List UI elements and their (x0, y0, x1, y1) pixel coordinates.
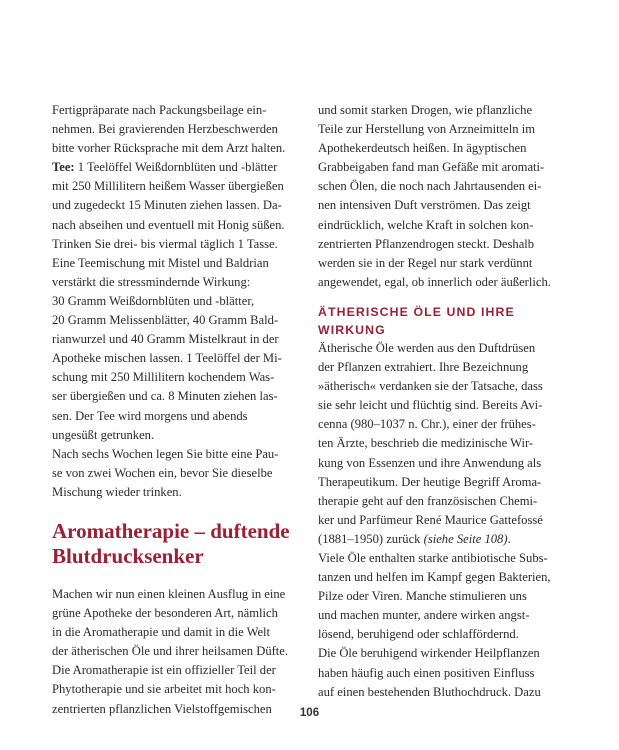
text-line: und zugedeckt 15 Minuten ziehen lassen. Da- (52, 198, 282, 213)
tee-line (52, 158, 290, 177)
heading-line: Aromatherapie – duftende (52, 518, 290, 543)
text-line: in die Aromatherapie und damit in die Welt (52, 625, 271, 640)
reference-line (318, 530, 558, 549)
text-line: angewendet, egal, ob innerlich oder äußerlich. (318, 274, 551, 289)
text-line: Grabbeigaben fand man Gefäße mit aromati- (318, 160, 545, 175)
text-line: eindrücklich, welche Kraft in solchen kon- (318, 217, 534, 232)
text-line: rianwurzel und 40 Gramm Mistelkraut in der (52, 332, 279, 347)
text-line: zentrierten pflanzlichen Vielstoffgemischen (52, 701, 272, 716)
text-line: lösend, beruhigend oder schlaffördernd. (318, 627, 519, 642)
text-line: werden sie in der Regel nur stark verdünnt (318, 255, 533, 270)
text-line: Die Aromatherapie ist ein offizieller Teil der (52, 663, 276, 678)
text-line: sie sehr leicht und flüchtig sind. Bereits Avi- (318, 398, 543, 413)
text-line: Fertigpräparate nach Packungsbeilage ein- (52, 103, 267, 117)
subheading-line: WIRKUNG (318, 322, 386, 337)
text-line: zentrierten Pflanzendrogen steckt. Deshalb (318, 236, 535, 251)
subheading-aetherische-oele (318, 303, 558, 339)
text-line: und somit starken Drogen, wie pflanzliche (318, 103, 533, 117)
right-paragraph-1 (318, 101, 558, 292)
text-line: kung von Essenzen und ihre Anwendung als (318, 455, 542, 470)
page-number: 106 (299, 707, 320, 719)
text-line: Teile zur Herstellung von Arzneimitteln im (318, 122, 536, 137)
text-line: ker und Parfümeur René Maurice Gattefossé (318, 512, 543, 527)
text-line: Apotheke mischen lassen. 1 Teelöffel der Mi- (52, 351, 282, 366)
text-line: Nach sechs Wochen legen Sie bitte eine Pau- (52, 446, 279, 461)
text-line: 20 Gramm Melissenblätter, 40 Gramm Bald- (52, 313, 279, 328)
text-line: Eine Teemischung mit Mistel und Baldrian (52, 255, 269, 270)
text-line: Therapeutikum. Der heutige Begriff Aroma- (318, 474, 542, 489)
text-line: mit 250 Millilitern heißem Wasser übergießen (52, 179, 284, 194)
text-line: »ätherisch« verdanken sie der Tatsache, dass (318, 379, 543, 394)
left-paragraph-3 (52, 585, 290, 719)
text-line: Machen wir nun einen kleinen Ausflug in eine (52, 586, 286, 601)
text-line: tanzen und helfen im Kampf gegen Bakterien, (318, 570, 551, 585)
text-line: der ätherischen Öle und ihrer heilsamen Düfte. (52, 644, 289, 659)
text-line: nach abseihen und eventuell mit Honig süßen. (52, 217, 285, 232)
left-column (52, 101, 290, 719)
text-line: Die Öle beruhigend wirkender Heilpflanzen (318, 646, 540, 661)
text-line: der Pflanzen extrahiert. Ihre Bezeichnung (318, 360, 529, 375)
text-line: haben häufig auch einen positiven Einfluss (318, 665, 535, 680)
text-line: Trinken Sie drei- bis viermal täglich 1 Tasse. (52, 236, 278, 251)
text-line: Ätherische Öle werden aus den Duftdrüsen (318, 340, 536, 355)
text-line: auf einen bestehenden Bluthochdruck. Dazu (318, 684, 541, 699)
text-line: schen Ölen, die noch nach Jahrtausenden ei- (318, 179, 542, 194)
text-line: therapie geht auf den französischen Chemi- (318, 493, 538, 508)
text-line: ser übergießen und ca. 8 Minuten ziehen las- (52, 389, 278, 404)
section-heading-aromatherapie (52, 519, 290, 569)
text-line: schung mit 250 Millilitern kochendem Was- (52, 370, 275, 385)
text-line: 30 Gramm Weißdornblüten und -blätter, (52, 293, 255, 308)
text-line: se von zwei Wochen ein, bevor Sie dieselbe (52, 465, 273, 480)
text-line: bitte vorher Rücksprache mit dem Arzt halten. (52, 141, 286, 156)
text-line: sen. Der Tee wird morgens und abends (52, 408, 248, 423)
text-fragment: 1 Teelöffel Weißdornblüten und -blätter (74, 160, 278, 175)
text-fragment: (1881–1950) zurück (318, 531, 424, 546)
text-line: Viele Öle enthalten starke antibiotische Subs- (318, 550, 548, 565)
text-line: grüne Apotheke der besonderen Art, nämlich (52, 606, 278, 621)
text-line: Apothekerdeutsch heißen. In ägyptischen (318, 141, 527, 156)
heading-line: Blutdrucksenker (52, 543, 204, 568)
text-line: verstärkt die stressmindernde Wirkung: (52, 274, 251, 289)
text-line: cenna (980–1037 n. Chr.), einer der frühes- (318, 417, 536, 432)
text-line: ten Ärzte, beschrieb die medizinische Wir- (318, 436, 534, 451)
right-paragraph-2 (318, 339, 558, 702)
page-reference: (siehe Seite 108) (423, 531, 508, 546)
left-paragraph-1 (52, 101, 290, 502)
text-line: und machen munter, andere wirken angst- (318, 608, 530, 623)
text-fragment: . (507, 531, 511, 546)
text-line: ungesüßt getrunken. (52, 427, 155, 442)
right-column (318, 101, 558, 702)
subheading-line: ÄTHERISCHE ÖLE UND IHRE (318, 304, 515, 319)
text-line: nen intensiven Duft verströmen. Das zeigt (318, 198, 531, 213)
tee-label: Tee: (52, 160, 75, 175)
text-line: Phytotherapie und sie arbeitet mit hoch kon- (52, 682, 276, 697)
text-line: nehmen. Bei gravierenden Herzbeschwerden (52, 122, 278, 137)
text-line: Mischung wieder trinken. (52, 484, 182, 499)
text-line: Pilze oder Viren. Manche stimulieren uns (318, 589, 527, 604)
